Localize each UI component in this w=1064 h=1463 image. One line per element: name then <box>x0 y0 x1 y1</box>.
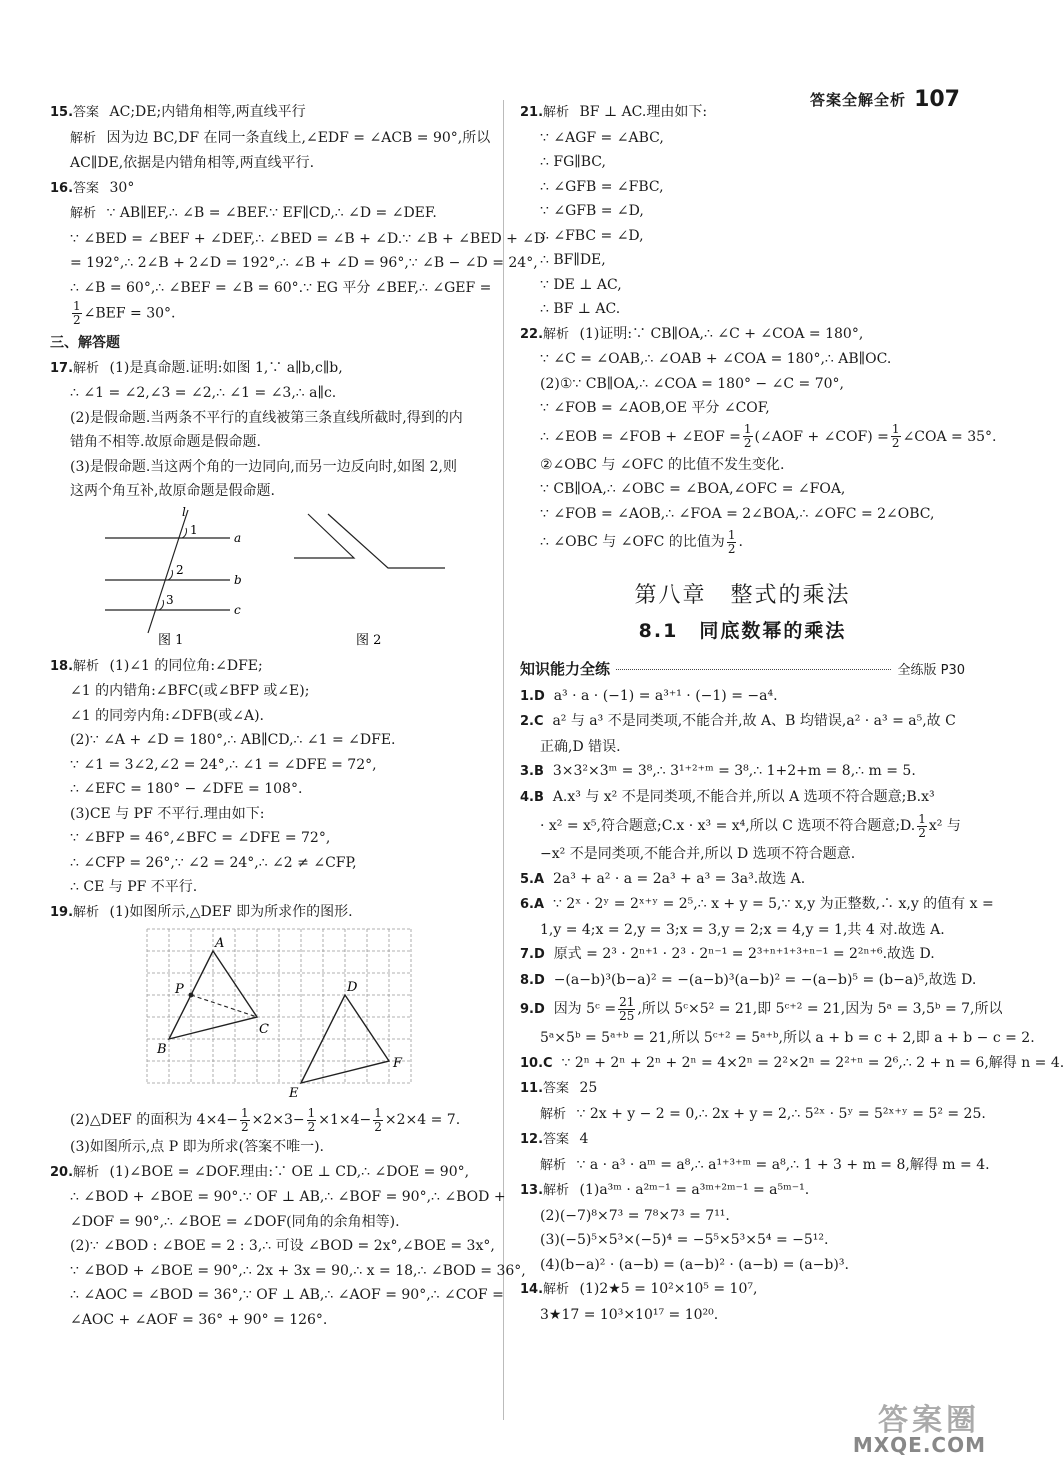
answer-14: 14.解析 (1)2★5 = 10²×10⁵ = 10⁷, 3★17 = 10³×10¹⁷ = 10²⁰. <box>520 1281 758 1323</box>
svg-text:l: l <box>182 504 186 519</box>
chapter-title: 第八章 整式的乘法 <box>634 583 851 608</box>
page-number: 107 <box>914 86 960 112</box>
left-column <box>50 100 546 1332</box>
column-divider <box>503 100 504 1420</box>
svg-text:P: P <box>175 982 184 997</box>
answer-12: 12.答案 4 解析 ∵ a · a³ · aᵐ = a⁸,∴ a¹⁺³⁺ᵐ = a⁸,∴ 1 + 3 + m = 8,解得 m = 4. <box>520 1131 990 1173</box>
figure-1 <box>100 504 250 648</box>
grid-figure-19 <box>50 925 490 1105</box>
svg-text:A: A <box>215 936 225 951</box>
svg-text:c: c <box>234 602 241 617</box>
figure-2 <box>290 508 450 648</box>
answer-6: 6.A ∵ 2ˣ · 2ʸ = 2ˣ⁺ʸ = 2⁵,∴ x + y = 5,∵ x,y 为正整数,∴ x,y 的值有 x = 1,y = 4;x = 2,y = 3;x = 3,y = 2;x = 4,y = 1,共 4 对.故选 A. <box>520 896 994 938</box>
svg-text:E: E <box>289 1086 299 1101</box>
svg-text:1: 1 <box>190 522 198 537</box>
figure-2-caption: 图 2 <box>356 632 382 648</box>
answer-19: 19.解析 (1)如图所示,△DEF 即为所求作的图形. A B C P D E F (2)△DEF 的面积为 4×4− $\frac{1}{2}$ ×2×3− $\frac{1}{2}$ ×1×4− $\frac{1}{2}$ ×2×4 = 7. (3)如图所示,点 P 即为所求(答案不唯一). <box>50 900 490 1160</box>
answer-18: 18.解析 (1)∠1 的同位角:∠DFE; ∠1 的内错角:∠BFC(或∠BFP 或∠E); ∠1 的同旁内角:∠DFB(或∠A). (2)∵ ∠A + ∠D = 180°,∴ AB∥CD,∴ ∠1 = ∠DFE. ∵ ∠1 = 3∠2,∠2 = 24°,∴ ∠1 = ∠DFE = 72°, ∴ ∠EFC = 180° − ∠DFE = 108°. (3)CE 与 PF 不平行.理由如下: ∵ ∠BFP = 46°,∠BFC = ∠DFE = 72°, ∴ ∠CFP = 26°,∵ ∠2 = 24°,∴ ∠2 ≠ ∠CFP, ∴ CE 与 PF 不平行. <box>50 657 396 895</box>
answer-4: 4.B A.x³ 与 x² 不是同类项,不能合并,所以 A 选项不符合题意;B.x³ · x² = x⁵,符合题意;C.x · x³ = x⁴,所以 C 选项不符合题意;D. $\frac{1}{2}$ x² 与 −x² 不是同类项,不能合并,所以 D 选项不符合题意. <box>520 788 961 862</box>
svg-text:F: F <box>393 1056 403 1071</box>
svg-text:D: D <box>347 980 358 995</box>
answer-13: 13.解析 (1)a³ᵐ · a²ᵐ⁻¹ = a³ᵐ⁺²ᵐ⁻¹ = a⁵ᵐ⁻¹. (2)(−7)⁸×7³ = 7⁸×7³ = 7¹¹. (3)(−5)⁵×5³×(−5)⁴ = −5⁵×5³×5⁴ = −5¹². (4)(b−a)² · (a−b) = (a−b)² · (a−b) = (a−b)³. <box>520 1182 849 1273</box>
answer-1: 1.D a³ · a · (−1) = a³⁺¹ · (−1) = −a⁴. <box>520 687 778 704</box>
svg-text:a: a <box>234 530 242 545</box>
answer-16: 16.答案 30° 解析 ∵ AB∥EF,∴ ∠B = ∠BEF.∵ EF∥CD,∴ ∠D = ∠DEF. ∵ ∠BED = ∠BEF + ∠DEF,∴ ∠BED = ∠B + ∠D.∵ ∠B + ∠BED + ∠D = 192°,∴ 2∠B + 2∠D = 192°,∴ ∠B + ∠D = 96°,∵ ∠B − ∠D = 24°, ∴ ∠B = 60°,∴ ∠BEF = ∠B = 60°.∵ EG 平分 ∠BEF,∴ ∠GEF = $\frac{1}{2}$ ∠BEF = 30°. <box>50 179 546 327</box>
section-heading: 三、解答题 <box>50 335 120 351</box>
practice-header: 知识能力全练 全练版 P30 <box>520 660 965 678</box>
svg-text:B: B <box>157 1042 167 1057</box>
figure-1-caption: 图 1 <box>158 632 184 648</box>
grid-diagram <box>145 927 415 1103</box>
svg-text:C: C <box>259 1022 269 1037</box>
answer-22: 22.解析 (1)证明:∵ CB∥OA,∴ ∠C + ∠COA = 180°, ∵ ∠C = ∠OAB,∴ ∠OAB + ∠COA = 180°,∴ AB∥OC. (2)①∵ CB∥OA,∴ ∠COA = 180° − ∠C = 70°, ∵ ∠FOB = ∠AOB,OE 平分 ∠COF, ∴ ∠EOB = ∠FOB + ∠EOF = $\frac{1}{2}$ (∠AOF + ∠COF) = $\frac{1}{2}$ ∠COA = 35°. ②∠OBC 与 ∠OFC 的比值不发生变化. ∵ CB∥OA,∴ ∠OBC = ∠BOA,∠OFC = ∠FOA, ∵ ∠FOB = ∠AOB,∴ ∠FOA = 2∠BOA,∴ ∠OFC = 2∠OBC, ∴ ∠OBC 与 ∠OFC 的比值为 $\frac{1}{2}$ . <box>520 325 997 556</box>
watermark-url: MXQE.COM <box>852 1432 986 1457</box>
answer-2: 2.C a² 与 a³ 不是同类项,不能合并,故 A、B 均错误,a² · a³ = a⁵,故 C 正确,D 错误. <box>520 713 956 755</box>
fraction: $\frac{1}{2}$ <box>73 299 81 327</box>
svg-text:2: 2 <box>176 562 184 577</box>
answer-7: 7.D 原式 = 2³ · 2ⁿ⁺¹ · 2³ · 2ⁿ⁻¹ = 2³⁺ⁿ⁺¹⁺³⁺ⁿ⁻¹ = 2²ⁿ⁺⁶.故选 D. <box>520 946 935 962</box>
right-column <box>520 100 1064 1327</box>
answer-3: 3.B 3×3²×3ᵐ = 3⁸,∴ 3¹⁺²⁺ᵐ = 3⁸,∴ 1+2+m = 8,∴ m = 5. <box>520 763 916 779</box>
answer-10: 10.C ∵ 2ⁿ + 2ⁿ + 2ⁿ + 2ⁿ = 4×2ⁿ = 2²×2ⁿ = 2²⁺ⁿ = 2⁶,∴ 2 + n = 6,解得 n = 4. <box>520 1054 1064 1071</box>
svg-text:3: 3 <box>166 592 174 607</box>
answer-11: 11.答案 25 解析 ∵ 2x + y − 2 = 0,∴ 2x + y = 2,∴ 5²ˣ · 5ʸ = 5²ˣ⁺ʸ = 5² = 25. <box>520 1080 986 1122</box>
answer-20: 20.解析 (1)∠BOE = ∠DOF.理由:∵ OE ⊥ CD,∴ ∠DOE = 90°, ∴ ∠BOD + ∠BOE = 90°.∵ OF ⊥ AB,∴ ∠BOF = 90°,∴ ∠BOD + ∠DOF = 90°,∴ ∠BOE = ∠DOF(同角的余角相等). (2)∵ ∠BOD : ∠BOE = 2 : 3,∴ 可设 ∠BOD = 2x°,∠BOE = 3x°, ∵ ∠BOD + ∠BOE = 90°,∴ 2x + 3x = 90,∴ x = 18,∴ ∠BOD = 36°, ∴ ∠AOC = ∠BOD = 36°,∵ OF ⊥ AB,∴ ∠AOF = 90°,∴ ∠COF = ∠AOC + ∠AOF = 36° + 90° = 126°. <box>50 1163 526 1328</box>
header-title: 答案全解全析 <box>810 90 907 109</box>
section-title: 8.1 同底数幂的乘法 <box>638 619 847 642</box>
figures-17 <box>50 504 490 654</box>
svg-text:b: b <box>234 572 242 587</box>
answer-5: 5.A 2a³ + a² · a = 2a³ + a³ = 3a³.故选 A. <box>520 870 806 887</box>
answer-8: 8.D −(a−b)³(b−a)² = −(a−b)³(a−b)² = −(a−b)⁵ = (b−a)⁵,故选 D. <box>520 971 977 988</box>
watermark-logo: 答案圈 <box>878 1402 980 1438</box>
answer-9: 9.D 因为 5ᶜ = $\frac{21}{25}$ ,所以 5ᶜ×5² = 21,即 5ᶜ⁺² = 21,因为 5ᵃ = 3,5ᵇ = 7,所以 5ᵃ×5ᵇ = 5ᵃ⁺ᵇ = 21,所以 5ᶜ⁺² = 5ᵃ⁺ᵇ,所以 a + b = c + 2,即 a + b − c = 2. <box>520 994 1035 1046</box>
answer-21: 21.解析 BF ⊥ AC.理由如下: ∵ ∠AGF = ∠ABC, ∴ FG∥BC, ∴ ∠GFB = ∠FBC, ∵ ∠GFB = ∠D, ∴ ∠FBC = ∠D, ∴ BF∥DE, ∵ DE ⊥ AC, ∴ BF ⊥ AC. <box>520 104 708 317</box>
answer-15: 15.答案 AC;DE;内错角相等,两直线平行 解析 因为边 BC,DF 在同一条直线上,∠EDF = ∠ACB = 90°,所以 AC∥DE,依据是内错角相等,两直线平行. <box>50 104 491 171</box>
answer-17: 17.解析 (1)是真命题.证明:如图 1,∵ a∥b,c∥b, ∴ ∠1 = ∠2,∠3 = ∠2,∴ ∠1 = ∠3,∴ a∥c. (2)是假命题.当两条不平行的直线被第三条直线所截时,得到的内 错角不相等.故原命题是假命题. (3)是假命题.当这两个角的一边同向,而另一边反向时,如图 2,则 这两个角互补,故原命题是假命题. <box>50 359 463 499</box>
